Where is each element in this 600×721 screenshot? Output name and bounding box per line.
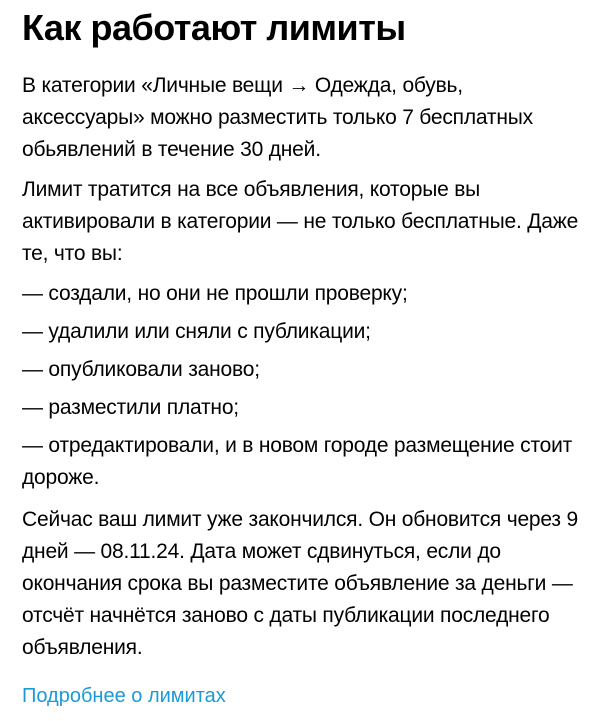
page-title: Как работают лимиты [22, 7, 406, 48]
list-item: — опубликовали заново; [22, 358, 260, 381]
more-about-limits-link[interactable]: Подробнее о лимитах [22, 685, 226, 707]
list-item: — разместили платно; [22, 396, 239, 419]
intro-paragraph: В категории «Личные вещи → Одежда, обувь, аксессуары» можно разместить только 7 бесплатных обьявлений в течение 30 дней. [22, 74, 533, 161]
list-item: — удалили или сняли с публикации; [22, 320, 371, 343]
list-item: — отредактировали, и в новом городе размещение стоит дороже. [22, 434, 573, 489]
list-item: — создали, но они не прошли проверку; [22, 282, 408, 305]
status-paragraph: Сейчас ваш лимит уже закончился. Он обновится через 9 дней — 08.11.24. Дата может сдвинуться, если до окончания срока вы разместите объявление за деньги — отсчёт начнётся заново с даты публикации последнего объявления. [22, 508, 578, 659]
limit-reasons-list [22, 278, 582, 494]
limit-paragraph: Лимит тратится на все объявления, которые вы активировали в категории — не только бесплатные. Даже те, что вы: [22, 178, 579, 265]
